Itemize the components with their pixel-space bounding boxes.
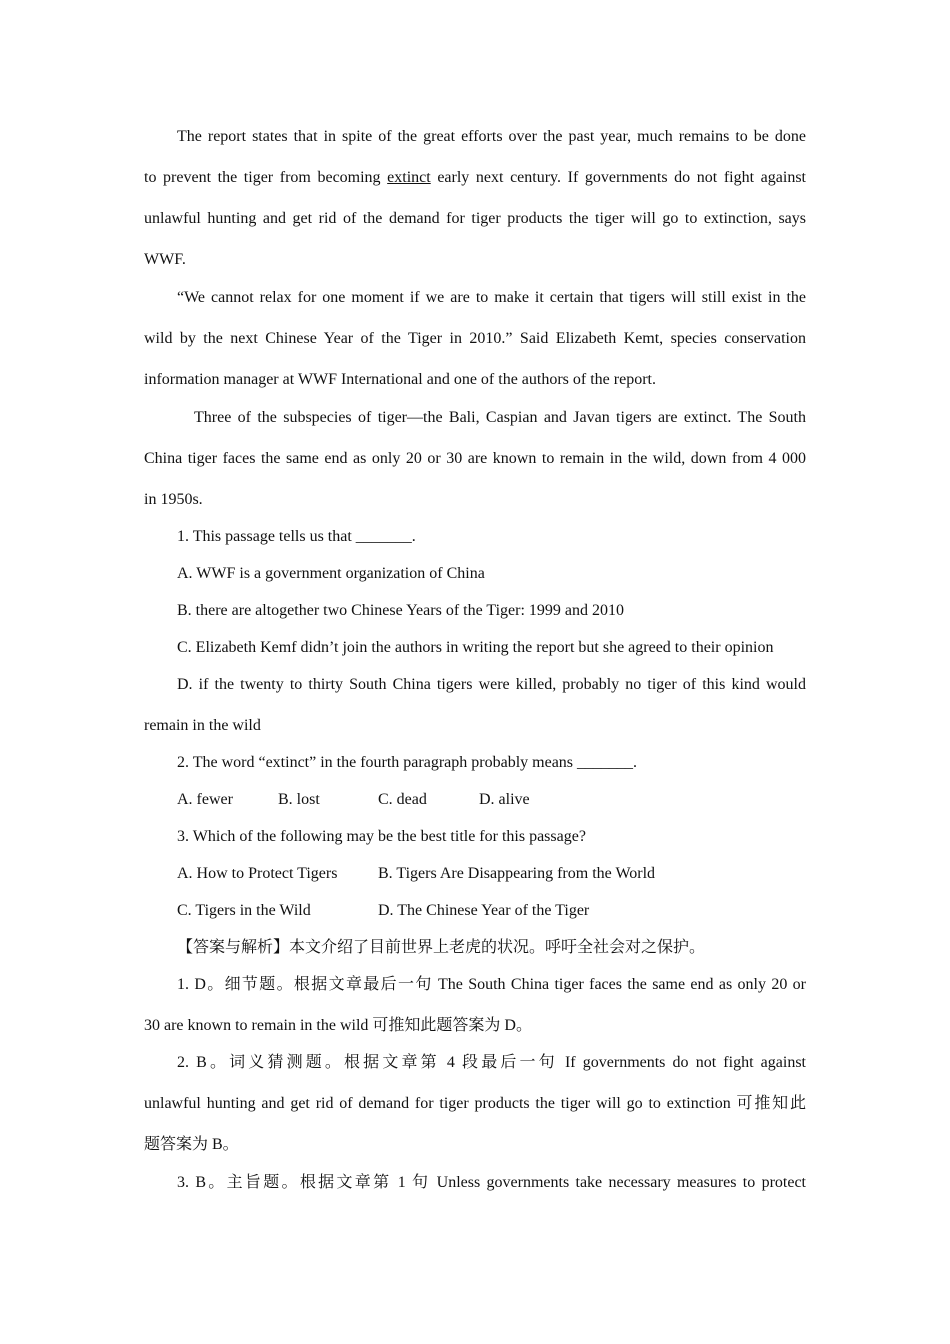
q1-option-d-line-2: remain in the wild: [144, 717, 261, 734]
answer-3-line-1: 3. B。主旨题。根据文章第 1 句 Unless governments take necessary measures to protect: [177, 1174, 806, 1191]
q2-option-b: B. lost: [278, 791, 320, 808]
answer-2-line-2: unlawful hunting and get rid of demand for tiger products the tiger will go to extinction 可推知此: [144, 1095, 806, 1112]
q3-option-d: D. The Chinese Year of the Tiger: [378, 902, 590, 919]
answers-header: 【答案与解析】本文介绍了目前世界上老虎的状况。呼吁全社会对之保护。: [177, 939, 706, 956]
q1-option-c: C. Elizabeth Kemf didn’t join the authors in writing the report but she agreed to their opinion: [177, 639, 774, 656]
q3-option-a: A. How to Protect Tigers: [177, 865, 338, 882]
p2-line-3: information manager at WWF International and one of the authors of the report.: [144, 371, 656, 388]
q1-option-a: A. WWF is a government organization of China: [177, 565, 485, 582]
q2-option-c: C. dead: [378, 791, 427, 808]
answer-2-line-3: 题答案为 B。: [144, 1136, 239, 1153]
p3-line-3: in 1950s.: [144, 491, 203, 508]
underlined-word-extinct: extinct: [387, 169, 431, 186]
q1-option-d-line-1: D. if the twenty to thirty South China tigers were killed, probably no tiger of this kind would: [177, 676, 806, 693]
p1-line-3: unlawful hunting and get rid of the demand for tiger products the tiger will go to extinction, says: [144, 210, 806, 227]
p1-line-1: The report states that in spite of the great efforts over the past year, much remains to be done: [177, 128, 806, 145]
q2-stem: 2. The word “extinct” in the fourth paragraph probably means _______.: [177, 754, 638, 771]
q2-option-a: A. fewer: [177, 791, 233, 808]
answer-2-line-1: 2. B。词义猜测题。根据文章第 4 段最后一句 If governments do not fight against: [177, 1054, 806, 1071]
q1-stem: 1. This passage tells us that _______.: [177, 528, 416, 545]
p1-line-2-pre: to prevent the tiger from becoming: [144, 169, 388, 186]
p1-line-4: WWF.: [144, 251, 186, 268]
p2-line-1: “We cannot relax for one moment if we are to make it certain that tigers will still exist in the: [177, 289, 806, 306]
p2-line-2: wild by the next Chinese Year of the Tiger in 2010.” Said Elizabeth Kemt, species conservation: [144, 330, 806, 347]
q1-option-b: B. there are altogether two Chinese Years of the Tiger: 1999 and 2010: [177, 602, 625, 619]
answer-1-line-2: 30 are known to remain in the wild 可推知此题答案为 D。: [144, 1017, 532, 1034]
p1-line-2-post: early next century. If governments do not fight against: [430, 169, 806, 186]
answer-1-line-1: 1. D。细节题。根据文章最后一句 The South China tiger faces the same end as only 20 or: [177, 976, 806, 993]
q3-stem: 3. Which of the following may be the best title for this passage?: [177, 828, 586, 845]
q3-option-c: C. Tigers in the Wild: [177, 902, 311, 919]
p1-line-2: [144, 168, 806, 188]
p3-line-2: China tiger faces the same end as only 20 or 30 are known to remain in the wild, down from 4 000: [144, 450, 806, 467]
p3-line-1: Three of the subspecies of tiger—the Bali, Caspian and Javan tigers are extinct. The South: [194, 409, 806, 426]
q3-option-b: B. Tigers Are Disappearing from the World: [378, 865, 656, 882]
q2-option-d: D. alive: [479, 791, 530, 808]
